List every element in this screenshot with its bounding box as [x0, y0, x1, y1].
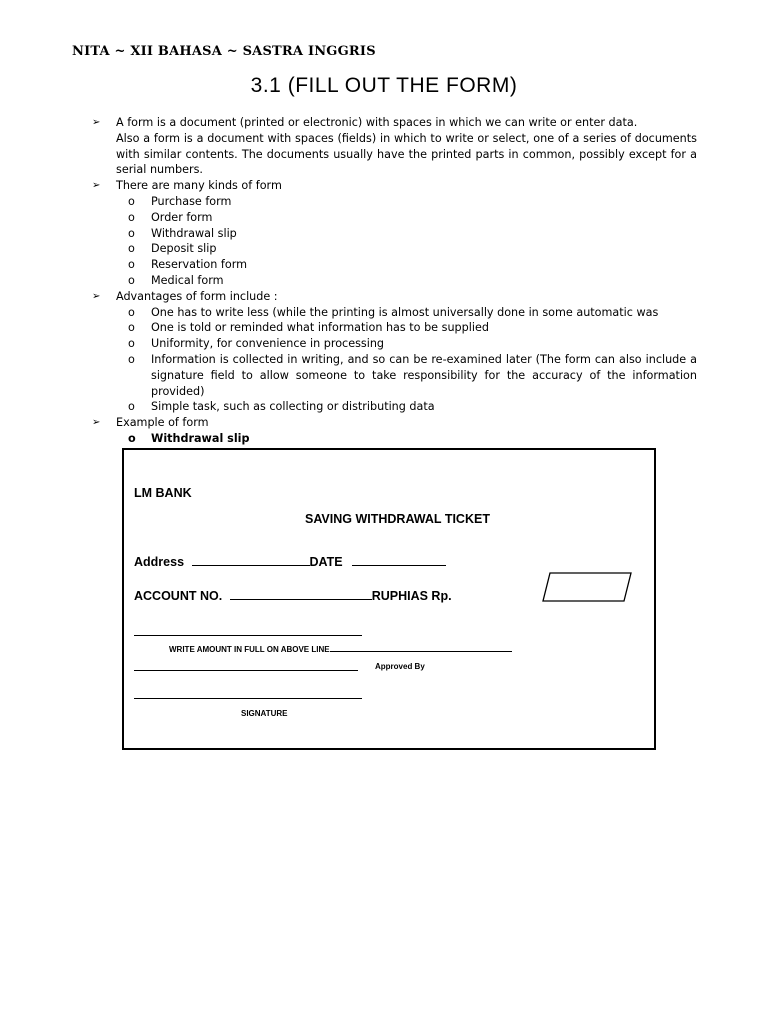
bullet-advantages	[92, 289, 697, 305]
circle-bullet-icon: o	[128, 305, 135, 319]
circle-bullet-icon: o	[128, 273, 135, 287]
ruphias-label: RUPHIAS Rp.	[371, 589, 452, 603]
approval-line[interactable]	[134, 670, 358, 671]
list-item: o Reservation form	[128, 258, 248, 272]
signature-label: SIGNATURE	[241, 709, 288, 718]
kinds-heading: There are many kinds of form	[116, 179, 282, 193]
list-item: o Purchase form	[128, 194, 232, 208]
list-item: o Withdrawal slip	[128, 431, 250, 445]
circle-bullet-icon: o	[128, 352, 135, 366]
list-item: o One has to write less (while the printing is almost universally done in some automatic was	[128, 305, 659, 319]
bullet-definition	[92, 115, 697, 178]
document-body	[92, 115, 697, 447]
document-header: NITA ~ XII BAHASA ~ SASTRA INGGRIS	[72, 44, 376, 59]
ticket-title: SAVING WITHDRAWAL TICKET	[305, 512, 490, 526]
account-label: ACCOUNT NO.	[134, 589, 223, 603]
date-field[interactable]	[352, 555, 446, 566]
list-item: o Medical form	[128, 273, 224, 287]
definition-line-1: A form is a document (printed or electronic) with spaces in which we can write or enter data.	[116, 116, 638, 129]
list-item: o Deposit slip	[128, 242, 217, 256]
arrow-bullet-icon: ➢	[92, 290, 101, 302]
account-row	[134, 589, 452, 603]
circle-bullet-icon: o	[128, 400, 135, 414]
page-title: 3.1 (FILL OUT THE FORM)	[250, 74, 518, 97]
circle-bullet-icon: o	[128, 242, 135, 256]
bullet-kinds	[92, 178, 697, 194]
write-amount-label: WRITE AMOUNT IN FULL ON ABOVE LINE	[169, 644, 512, 654]
address-field[interactable]	[192, 555, 310, 566]
list-item: o Uniformity, for convenience in processing	[128, 337, 385, 351]
amount-in-words-line[interactable]	[134, 635, 362, 636]
circle-bullet-icon: o	[128, 226, 135, 240]
address-label: Address	[134, 555, 185, 569]
bullet-example	[92, 415, 697, 431]
arrow-bullet-icon: ➢	[92, 180, 101, 192]
account-number-field[interactable]	[230, 589, 372, 600]
amount-extension-line-end	[478, 644, 512, 652]
bank-name: LM BANK	[134, 486, 192, 500]
arrow-bullet-icon: ➢	[92, 417, 101, 429]
example-heading: Example of form	[116, 416, 209, 430]
list-item: o Withdrawal slip	[128, 226, 237, 240]
withdrawal-slip-form	[122, 448, 656, 750]
arrow-bullet-icon: ➢	[92, 117, 101, 128]
definition-line-2: Also a form is a document with spaces (fields) in which to write or select, one of a series of documents with similar contents. The documents usually have the printed parts in common, possibly except for a serial numbers.	[116, 131, 697, 177]
circle-bullet-icon: o	[128, 258, 135, 272]
amount-box[interactable]	[542, 572, 632, 602]
list-item: o One is told or reminded what information has to be supplied	[128, 321, 489, 335]
circle-bullet-icon: o	[128, 337, 135, 351]
circle-bullet-icon: o	[128, 431, 136, 445]
list-item: o Simple task, such as collecting or distributing data	[128, 400, 435, 414]
list-item: o Information is collected in writing, and so can be re-examined later (The form can also include a signature field to allow someone to take responsibility for the accuracy of the information provided)	[128, 352, 697, 398]
address-row	[134, 555, 446, 569]
advantages-heading: Advantages of form include :	[116, 289, 278, 303]
list-item: o Order form	[128, 210, 213, 224]
date-label: DATE	[309, 555, 343, 569]
amount-extension-line[interactable]	[330, 644, 478, 652]
signature-line[interactable]	[134, 698, 362, 699]
approved-by-label: Approved By	[375, 662, 425, 671]
circle-bullet-icon: o	[128, 210, 135, 224]
circle-bullet-icon: o	[128, 321, 135, 335]
circle-bullet-icon: o	[128, 194, 135, 208]
